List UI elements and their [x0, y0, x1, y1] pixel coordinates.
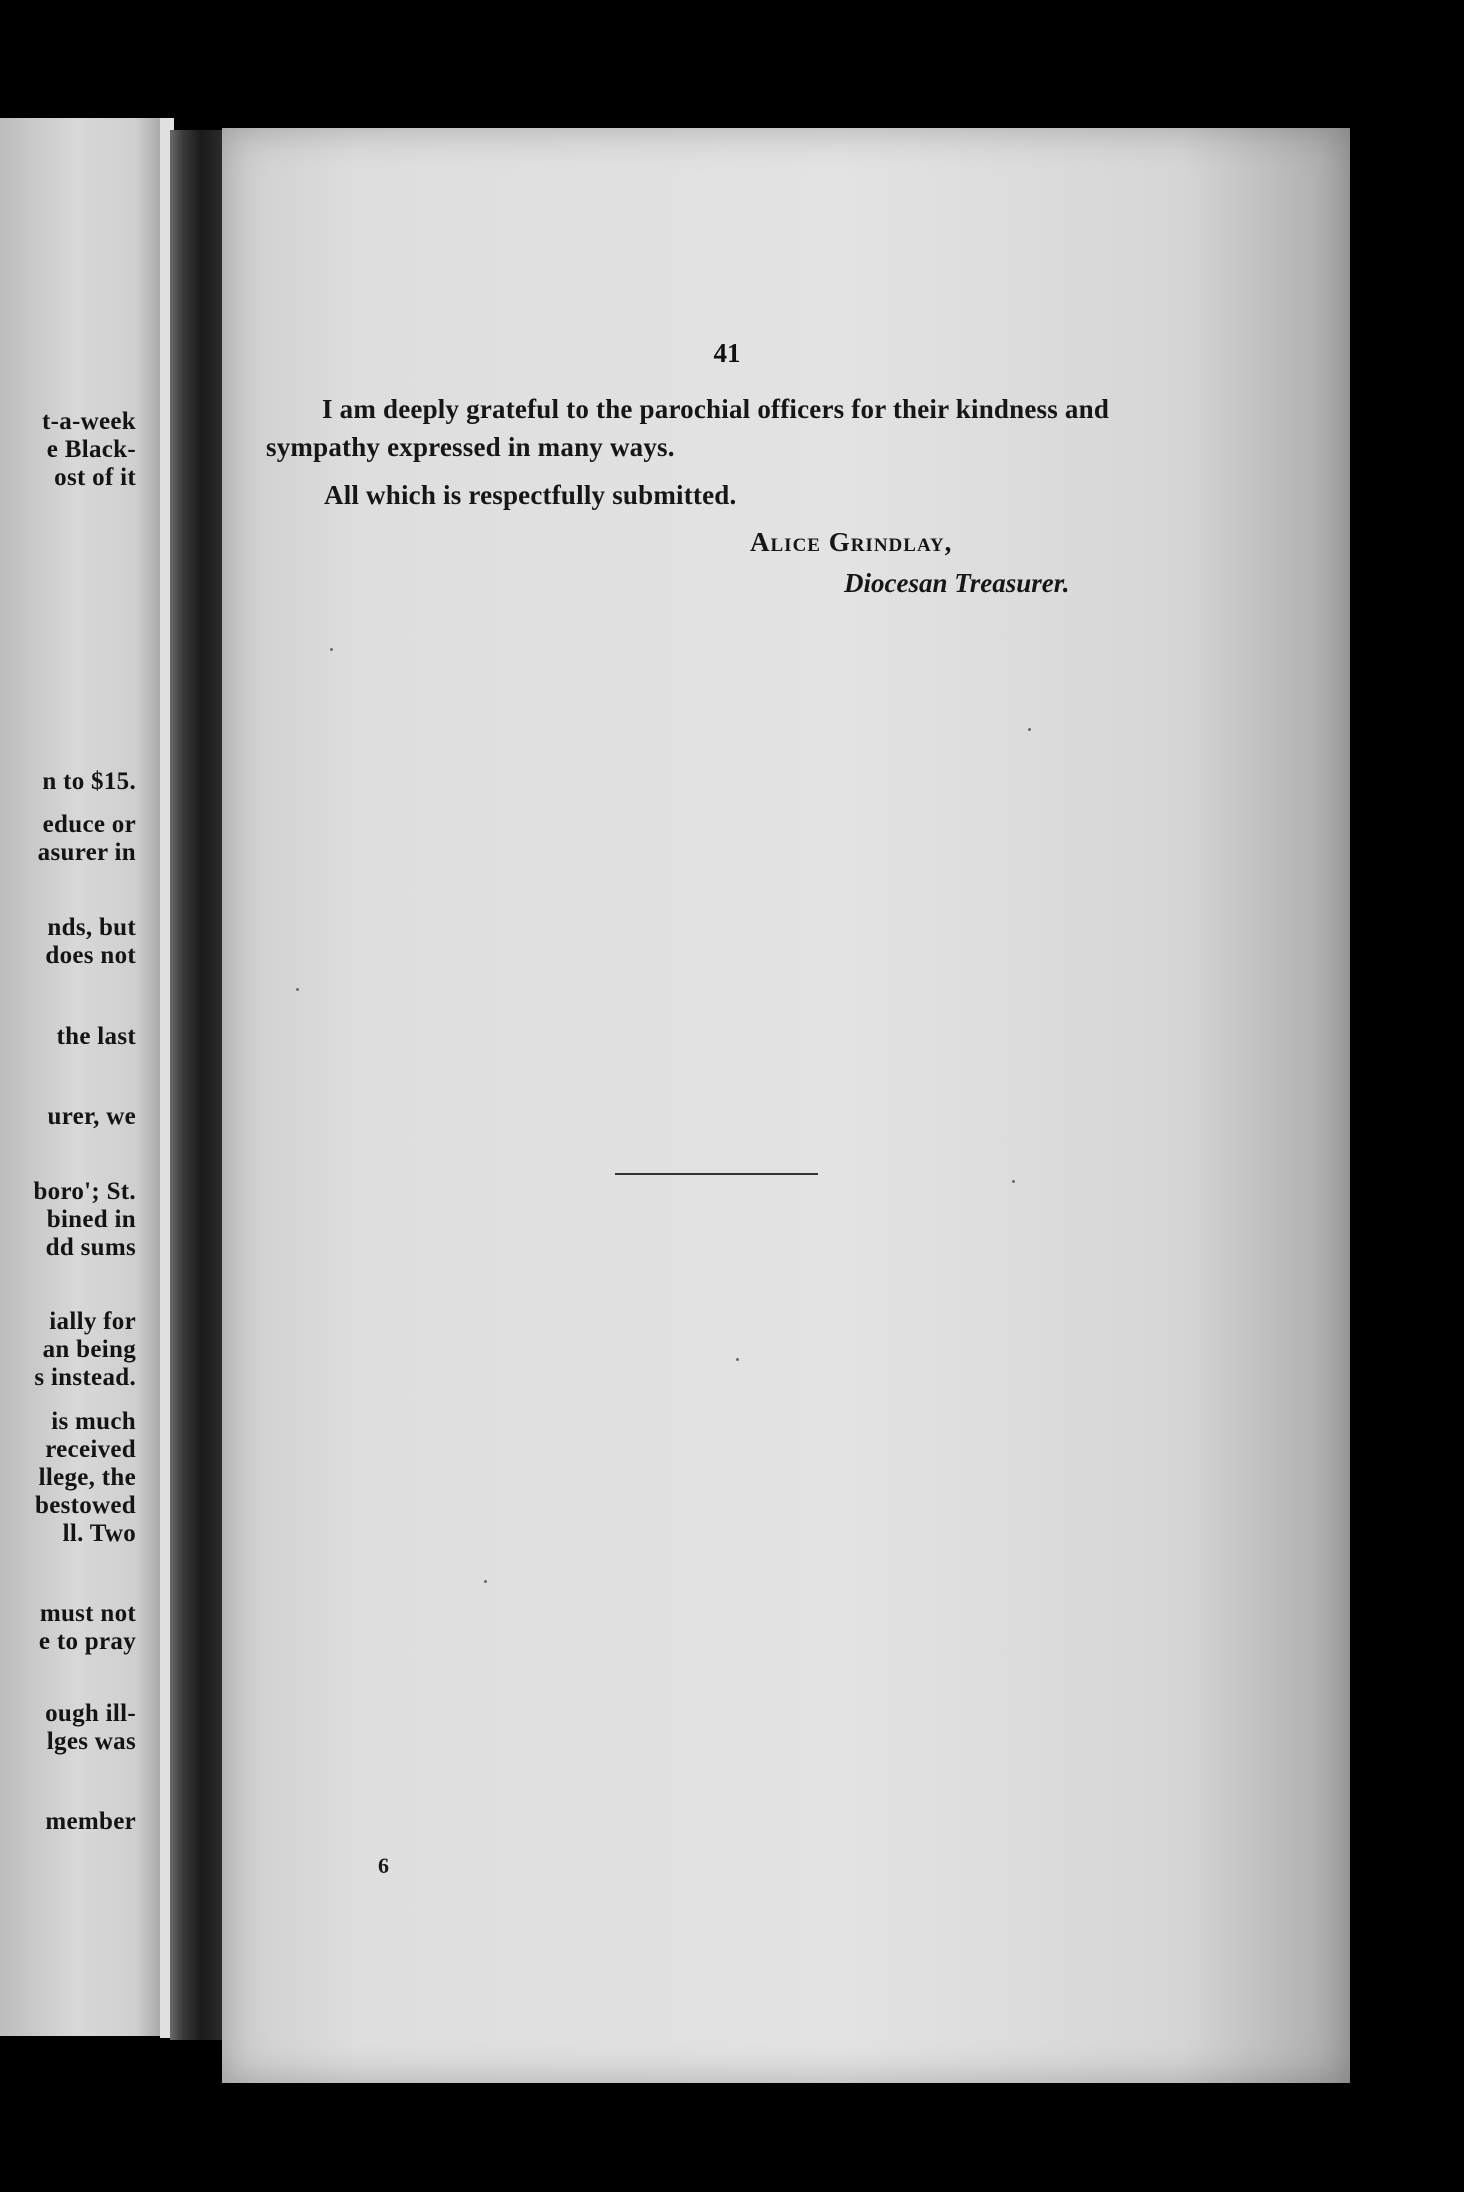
- left-page-line: bestowed: [34, 1492, 136, 1519]
- left-page-line: urer, we: [47, 1103, 136, 1130]
- left-page-line: t-a-week: [41, 408, 136, 435]
- left-page-line: does not: [45, 942, 136, 969]
- left-page-line: an being: [42, 1336, 136, 1363]
- left-page-line: e to pray: [38, 1628, 136, 1655]
- page-gutter: [170, 130, 222, 2040]
- left-page-line: is much: [51, 1408, 136, 1435]
- left-page-line: ially for: [49, 1308, 136, 1335]
- scan-speck: [296, 988, 299, 991]
- scan-speck: [736, 1358, 739, 1361]
- left-page-line: member: [45, 1808, 136, 1835]
- paragraph-line: I am deeply grateful to the parochial officers for their kindness and: [322, 394, 1110, 424]
- left-page-line: asurer in: [37, 839, 136, 866]
- left-page-line: must not: [39, 1600, 136, 1627]
- left-page-line: received: [45, 1436, 136, 1463]
- left-page-line: e Black-: [46, 436, 136, 463]
- left-page-line: s instead.: [34, 1364, 136, 1391]
- left-page-line: ough ill-: [45, 1700, 136, 1727]
- left-page-line: the last: [56, 1023, 136, 1050]
- paragraph-line: All which is respectfully submitted.: [324, 480, 737, 510]
- left-page-line: nds, but: [47, 914, 136, 941]
- left-page-line: ll. Two: [62, 1520, 136, 1547]
- left-page-line: educe or: [42, 811, 136, 838]
- scan-speck: [1028, 728, 1031, 731]
- left-page-line: llege, the: [38, 1464, 136, 1491]
- left-page-line: dd sums: [45, 1234, 136, 1261]
- section-divider-rule: [615, 1173, 818, 1175]
- signature-title: Diocesan Treasurer.: [844, 568, 1070, 598]
- paragraph-line: sympathy expressed in many ways.: [266, 432, 675, 462]
- left-page-line: boro'; St.: [33, 1178, 136, 1205]
- left-page-line: bined in: [46, 1206, 136, 1233]
- left-facing-page: [0, 118, 170, 2036]
- signature-name: Alice Grindlay,: [750, 527, 953, 557]
- document-page: [222, 128, 1350, 2083]
- left-page-line: lges was: [46, 1728, 136, 1755]
- scan-speck: [330, 648, 333, 651]
- left-page-line: ost of it: [54, 464, 136, 491]
- page-number: 41: [713, 338, 741, 368]
- scan-speck: [1012, 1180, 1015, 1183]
- left-page-line: n to $15.: [42, 768, 136, 795]
- printer-signature-mark: 6: [378, 1853, 389, 1878]
- scan-speck: [484, 1580, 487, 1583]
